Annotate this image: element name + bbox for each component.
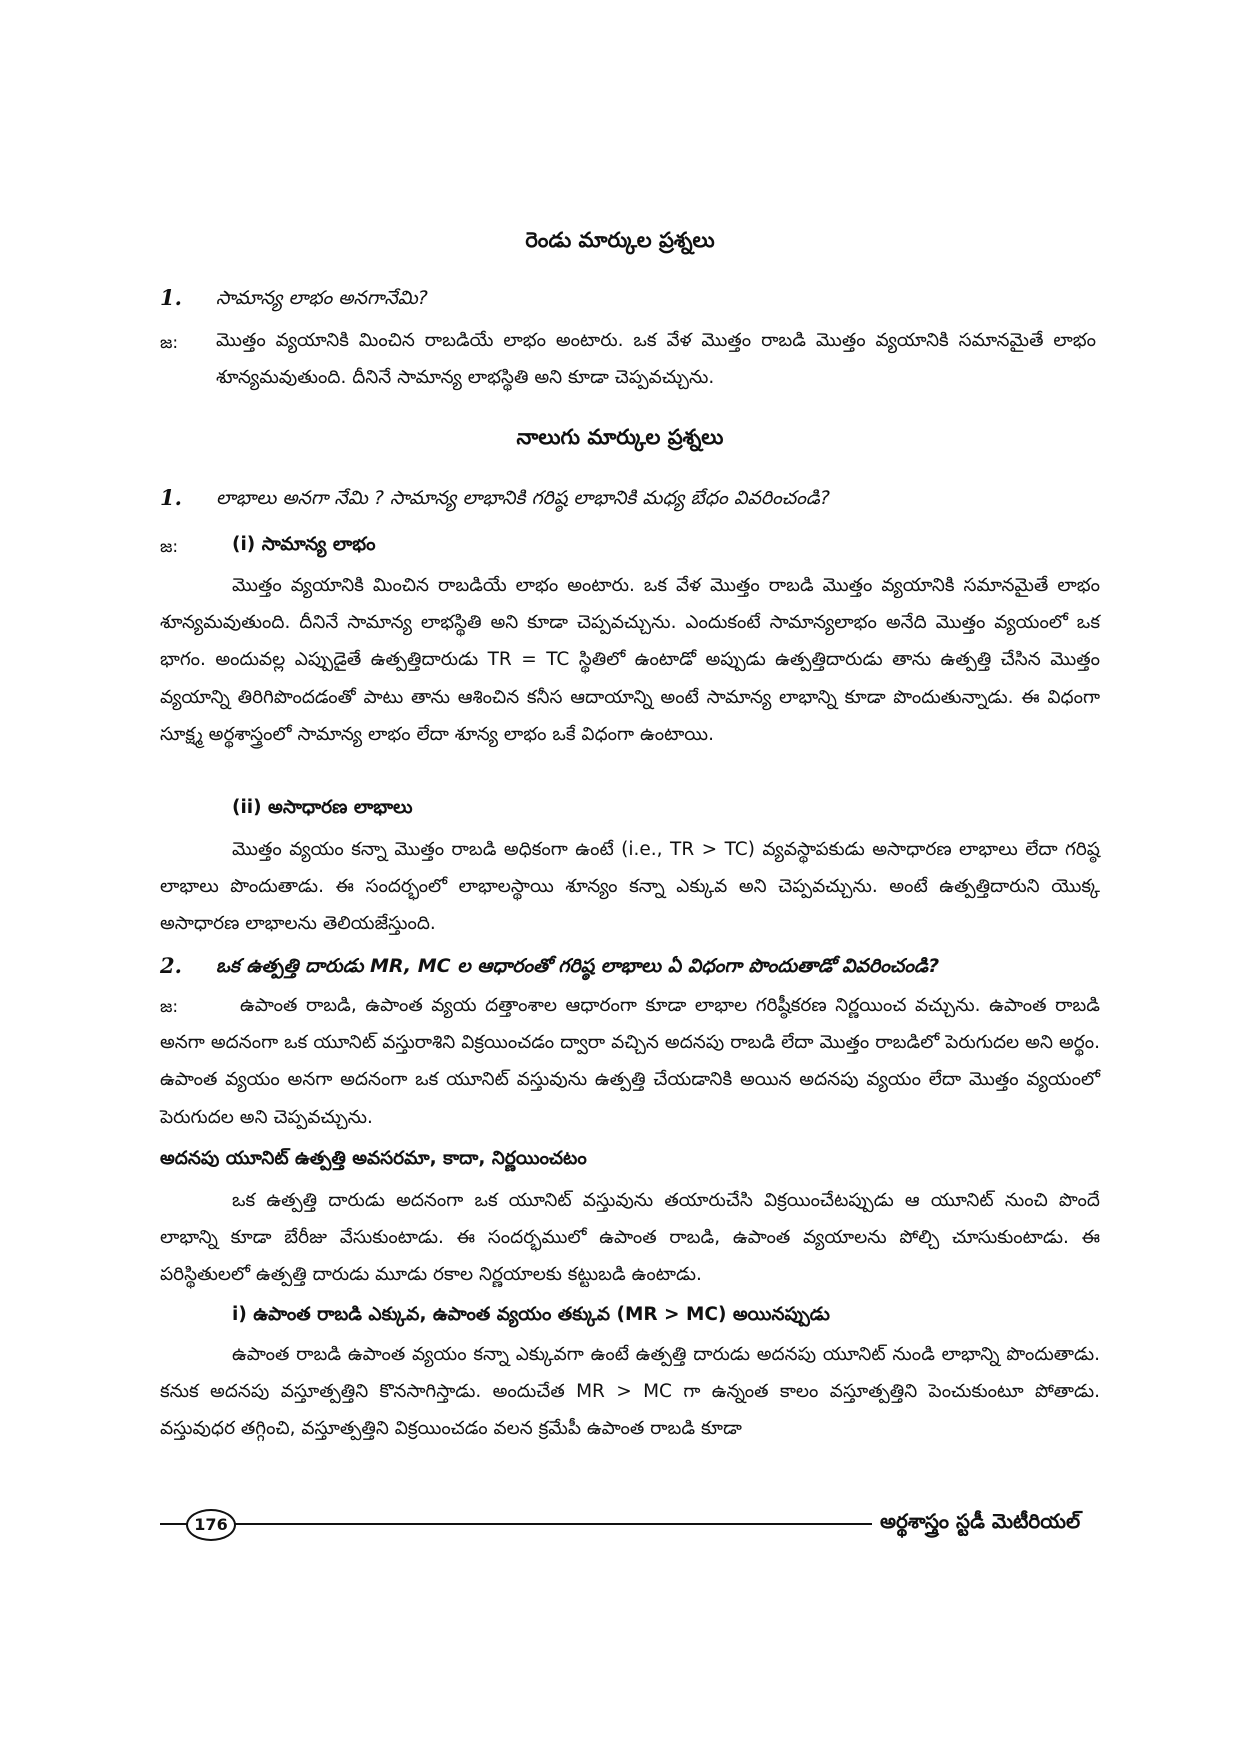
footer-rule-right (234, 1523, 872, 1525)
subheading-normal-profit: (i) సామాన్య లాభం (232, 534, 376, 555)
page-number-badge: 176 (186, 1509, 236, 1541)
section-title-two-marks: రెండు మార్కుల ప్రశ్నలు (525, 228, 715, 252)
footer-book-title: అర్థశాస్త్రం స్టడీ మెటీరియల్ (880, 1509, 1081, 1533)
question-number: 1. (160, 285, 182, 310)
question-number: 2. (160, 953, 182, 978)
paragraph-producer-comparison: ఒక ఉత్పత్తి దారుడు అదనంగా ఒక యూనిట్ వస్తువును తయారుచేసి విక్రయించేటప్పుడు ఆ యూనిట్ నుంచి పొందే లాభాన్ని కూడా బేరీజు వేసుకుంటాడు. ఈ సందర్భములో ఉపాంత రాబడి, ఉపాంత వ్యయాలను పోల్చి చూసుకుంటాడు. ఈ పరిస్థితులలో ఉత్పత్తి దారుడు మూడు రకాల నిర్ణయాలకు కట్టుబడి ఉంటాడు. (160, 1190, 1100, 1286)
paragraph-mr-greater-mc: ఉపాంత రాబడి ఉపాంత వ్యయం కన్నా ఎక్కువగా ఉంటే ఉత్పత్తి దారుడు అదనపు యూనిట్ నుండి లాభాన్ని పొందుతాడు. కనుక అదనపు వస్తూత్పత్తిని కొనసాగిస్తాడు. అందుచేత MR > MC గా ఉన్నంత కాలం వస్తూత్పత్తిని పెంచుకుంటూ పోతాడు. వస్తువుధర తగ్గించి, వస్తూత్పత్తిని విక్రయించడం వలన క్రమేపీ ఉపాంత రాబడి కూడా (160, 1344, 1100, 1440)
paragraph-abnormal-profit: మొత్తం వ్యయం కన్నా మొత్తం రాబడి అధికంగా ఉంటే (i.e., TR > TC) వ్యవస్థాపకుడు అసాధారణ లాభాలు లేదా గరిష్ఠ లాభాలు పొందుతాడు. ఈ సందర్భంలో లాభాలస్థాయి శూన్యం కన్నా ఎక్కువ అని చెప్పవచ్చును. అంటే ఉత్పత్తిదారుని యొక్క అసాధారణ లాభాలను తెలియజేస్తుంది. (160, 839, 1100, 935)
answer-label: జ: (160, 333, 179, 353)
paragraph-normal-profit: మొత్తం వ్యయానికి మించిన రాబడియే లాభం అంటారు. ఒక వేళ మొత్తం రాబడి మొత్తం వ్యయానికి సమానమైతే లాభం శూన్యమవుతుంది. దీనినే సామాన్య లాభస్థితి అని కూడా చెప్పవచ్చును. ఎందుకంటే సామాన్యలాభం అనేది మొత్తం వ్యయంలో ఒక భాగం. అందువల్ల ఎప్పుడైతే ఉత్పత్తిదారుడు TR = TC స్థితిలో ఉంటాడో అప్పుడు ఉత్పత్తిదారుడు తాను ఉత్పత్తి చేసిన మొత్తం వ్యయాన్ని తిరిగిపొందడంతో పాటు తాను ఆశించిన కనీస ఆదాయాన్ని అంటే సామాన్య లాభాన్ని కూడా పొందుతున్నాడు. ఈ విధంగా సూక్ష్మ అర్థశాస్త్రంలో సామాన్య లాభం లేదా శూన్య లాభం ఒకే విధంగా ఉంటాయి. (160, 575, 1100, 745)
question-text: ఒక ఉత్పత్తి దారుడు MR, MC ల ఆధారంతో గరిష్ఠ లాభాలు ఏ విధంగా పొందుతాడో వివరించండి? (216, 955, 940, 977)
subheading-abnormal-profit: (ii) అసాధారణ లాభాలు (232, 797, 413, 818)
answer-label: జ: (160, 997, 179, 1017)
section-title-four-marks: నాలుగు మార్కుల ప్రశ్నలు (516, 425, 724, 449)
answer-paragraph-2m-1: మొత్తం వ్యయానికి మించిన రాబడియే లాభం అంటారు. ఒక వేళ మొత్తం రాబడి మొత్తం వ్యయానికి సమానమైతే లాభం శూన్యమవుతుంది. దీనినే సామాన్య లాభస్థితి అని కూడా చెప్పవచ్చును. (216, 330, 1096, 389)
question-number: 1. (160, 485, 182, 510)
heading-additional-unit-decision: అదనపు యూనిట్ ఉత్పత్తి అవసరమా, కాదా, నిర్ణయించటం (160, 1148, 587, 1169)
paragraph-marginal-definitions: ఉపాంత రాబడి, ఉపాంత వ్యయ దత్తాంశాల ఆధారంగా కూడా లాభాల గరిష్ఠీకరణ నిర్ణయించ వచ్చును. ఉపాంత రాబడి అనగా అదనంగా ఒక యూనిట్ వస్తురాశిని విక్రయించడం ద్వారా వచ్చిన అదనపు రాబడి లేదా మొత్తం రాబడిలో పెరుగుదల అని అర్థం. ఉపాంత వ్యయం అనగా అదనంగా ఒక యూనిట్ వస్తువును ఉత్పత్తి చేయడానికి అయిన అదనపు వ్యయం లేదా మొత్తం వ్యయంలో పెరుగుదల అని చెప్పవచ్చును. (160, 995, 1100, 1128)
question-text: సామాన్య లాభం అనగానేమి? (216, 287, 428, 309)
question-text: లాభాలు అనగా నేమి ? సామాన్య లాభానికి గరిష్ఠ లాభానికి మధ్య బేధం వివరించండి? (216, 487, 830, 509)
answer-label: జ: (160, 537, 179, 557)
footer-rule-left (160, 1523, 188, 1525)
subheading-mr-greater-mc: i) ఉపాంత రాబడి ఎక్కువ, ఉపాంత వ్యయం తక్కువ (MR > MC) అయినప్పుడు (232, 1304, 830, 1325)
